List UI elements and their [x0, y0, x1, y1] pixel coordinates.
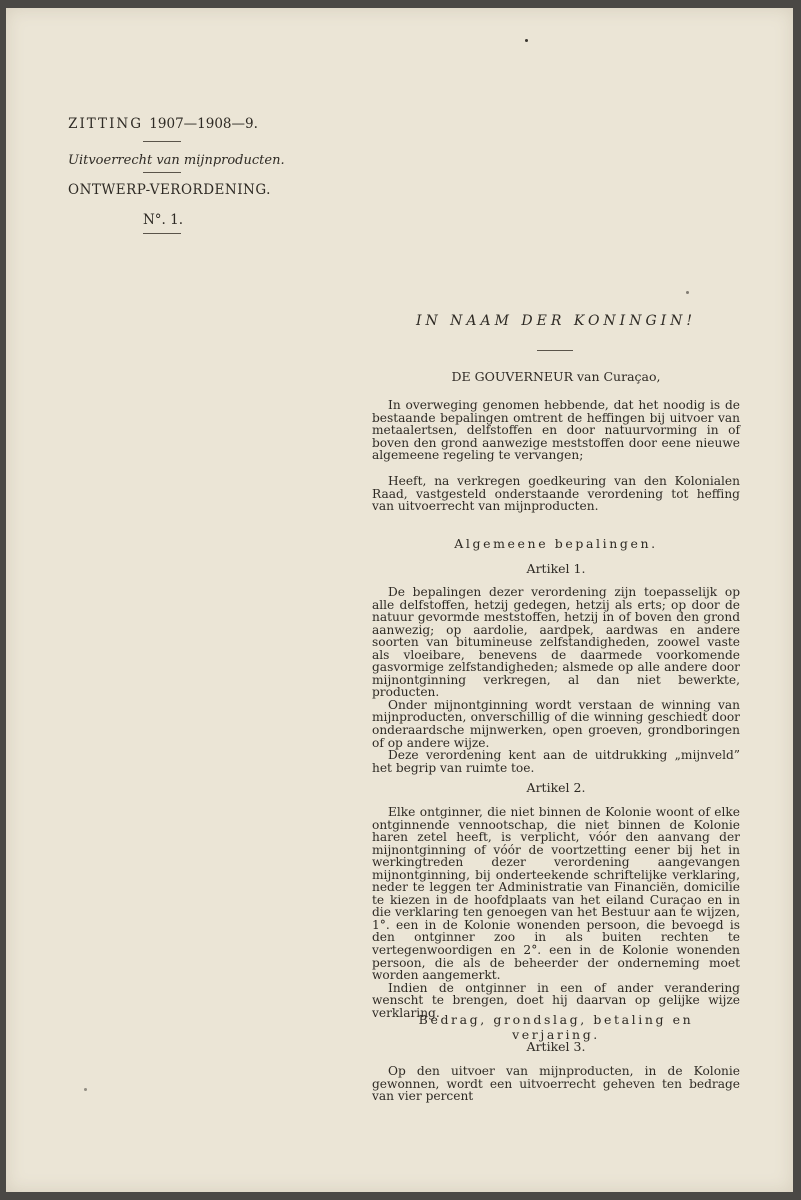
paper-speck	[84, 1088, 87, 1091]
section-heading-general: Algemeene bepalingen.	[454, 536, 658, 551]
document-type: ONTWERP-VERORDENING.	[68, 182, 271, 198]
article-3-title: Artikel 3.	[526, 1039, 586, 1054]
preamble-considering-text: In overweging genomen hebbende, dat het noodig is de bestaande bepalingen omtrent de heffingen bij uitvoer van metaalertsen, delfstoffen en door natuurvorming in of boven den grond aanwezige meststoffen door eene nieuwe algemeene regeling te vervangen;	[372, 398, 740, 463]
document-subject: Uitvoerrecht van mijnproducten.	[68, 153, 285, 168]
session-prefix: ZITTING	[68, 116, 143, 132]
session-line	[68, 116, 258, 132]
session-years: 1907—1908—9.	[149, 116, 258, 132]
governor-line: DE GOUVERNEUR van Curaçao,	[451, 369, 661, 384]
heading-rule	[537, 350, 573, 351]
paper-speck	[525, 39, 528, 42]
article-2-title: Artikel 2.	[526, 780, 586, 795]
document-number: N°. 1.	[142, 212, 184, 228]
preamble-enacted	[372, 475, 740, 513]
article-1-paragraph: Onder mijnontginning wordt verstaan de winning van mijnproducten, onverschillig of die winning geschiedt door onderaardsche mijnwerken, open groeven, grondboringen of op andere wijze.	[372, 697, 740, 750]
preamble-enacted-text: Heeft, na verkregen goedkeuring van den Kolonialen Raad, vastgesteld onderstaande verordening tot heffing van uitvoerrecht van mijnproducten.	[372, 474, 740, 514]
article-1-paragraph: Deze verordening kent aan de uitdrukking „mijnveld” het begrip van ruimte toe.	[372, 748, 740, 775]
article-3-paragraph: Op den uitvoer van mijnproducten, in de Kolonie gewonnen, wordt een uitvoerrecht geheven ten bedrage van vier percent	[372, 1064, 740, 1104]
header-rule	[143, 141, 181, 142]
header-rule	[143, 233, 181, 234]
section-heading-amount: Bedrag, grondslag, betaling en verjaring.	[418, 1012, 694, 1042]
article-2-body	[372, 806, 740, 1019]
article-3-body	[372, 1065, 740, 1103]
article-1-title: Artikel 1.	[526, 561, 586, 576]
royal-heading: IN NAAM DER KONINGIN!	[415, 313, 697, 329]
paper-speck	[686, 291, 689, 294]
article-1-paragraph: De bepalingen dezer verordening zijn toepasselijk op alle delfstoffen, hetzij gedegen, hetzij als erts; op door de natuur gevormde meststoffen, hetzij in of boven den grond aanwezig; op aardolie, aardpek, aardwas en andere soorten van bitumineuse zelfstandigheden, zoowel vaste als vloeibare, benevens de daarmede voorkomende gasvormige zelfstandigheden; alsmede op alle andere door mijnontginning verkregen, al dan niet bewerkte, producten.	[372, 585, 740, 700]
article-1-body	[372, 586, 740, 774]
preamble-considering	[372, 399, 740, 462]
document-page	[6, 8, 793, 1192]
header-rule	[143, 172, 181, 173]
article-2-paragraph: Elke ontginner, die niet binnen de Kolonie woont of elke ontginnende vennootschap, die niet binnen de Kolonie haren zetel heeft, is verplicht, vóór den aanvang der mijnontginning of vóór de voortzetting eener bij het in werkingtreden dezer verordening aangevangen mijnontginning, bij onderteekende schriftelijke verklaring, neder te leggen ter Administratie van Financiën, domicilie te kiezen in de hoofdplaats van het eiland Curaçao en in die verklaring ten genoegen van het Bestuur aan te wijzen, 1°. een in de Kolonie wonenden persoon, die bevoegd is den ontginner zoo in als buiten rechten te vertegenwoordigen en 2°. een in de Kolonie wonenden persoon, die als de beheerder der onderneming moet worden aangemerkt.	[372, 805, 740, 983]
article-2-paragraph: Indien de ontginner in een of ander verandering wenscht te brengen, doet hij daarvan op gelijke wijze verklaring.	[372, 980, 740, 1020]
